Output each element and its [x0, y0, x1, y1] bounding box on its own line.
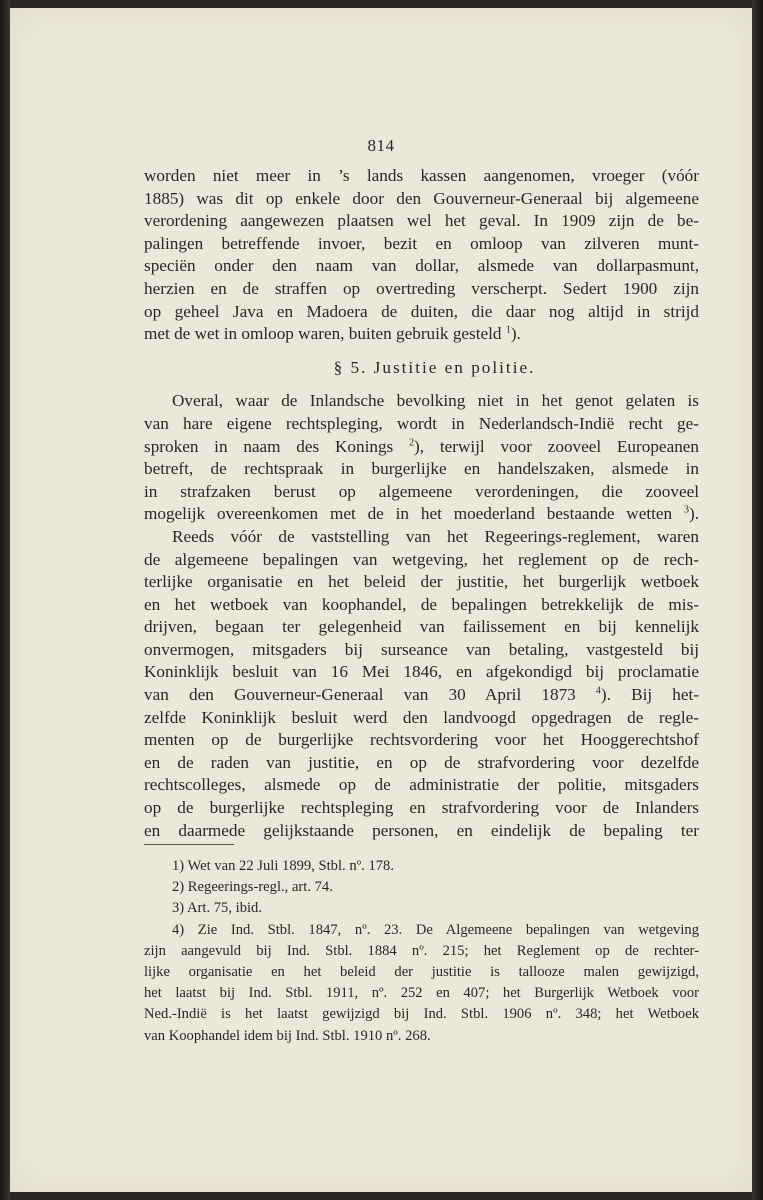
text-segment: ). [688, 504, 700, 524]
text-line: speciën onder den naam van dollar, alsmede van dollarpasmunt, [144, 256, 699, 276]
text-line: op geheel Java en Madoera de duiten, die daar nog altijd in strijd [144, 301, 699, 321]
text-line: op de burgerlijke rechtspleging en strafvordering voor de Inlanders [144, 798, 699, 818]
text-line: van hare eigene rechtspleging, wordt in Nederlandsch-Indië recht ge- [144, 413, 699, 433]
book-gutter-shadow [0, 0, 10, 1200]
section-heading: § 5. Justitie en politie. [333, 357, 536, 377]
text-line: palingen betreffende invoer, bezit en omloop van zilveren munt- [144, 233, 699, 253]
footnote: 1) Wet van 22 Juli 1899, Stbl. nº. 178. [172, 858, 394, 874]
footnote: 4) Zie Ind. Stbl. 1847, nº. 23. De Algemeene bepalingen van wetgeving [172, 921, 699, 938]
footnote-ref: 4 [595, 685, 601, 697]
text-segment: ). [510, 324, 521, 344]
text-line: de algemeene bepalingen van wetgeving, het reglement op de rech- [144, 549, 699, 569]
footnotes [144, 856, 699, 1047]
text-line: en de raden van justitie, en op de strafvordering voor dezelfde [144, 752, 699, 772]
text-line [144, 503, 699, 526]
book-page [10, 8, 752, 1192]
text-line [144, 684, 699, 707]
footnote-line: van Koophandel idem bij Ind. Stbl. 1910 nº. 268. [144, 1027, 431, 1044]
text-line: en daarmede gelijkstaande personen, en eindelijk de bepaling ter [144, 820, 699, 840]
paragraph [144, 526, 699, 842]
page-number: 814 [367, 136, 395, 155]
footnote: 2) Regeerings-regl., art. 74. [172, 879, 333, 896]
footnote-line: lijke organisatie en het beleid der justitie is tallooze malen gewijzigd, [144, 963, 699, 980]
text-line: menten op de burgerlijke rechtsvordering voor het Hooggerechtshof [144, 730, 699, 750]
text-line: Reeds vóór de vaststelling van het Regeerings-reglement, waren [172, 526, 699, 546]
footnote-ref: 3 [683, 504, 689, 516]
text-line: Overal, waar de Inlandsche bevolking niet in het genot gelaten is [172, 391, 699, 411]
text-line: worden niet meer in ’s lands kassen aangenomen, vroeger (vóór [144, 166, 699, 185]
footnote-line: zijn aangevuld bij Ind. Stbl. 1884 nº. 215; het Reglement op de rechter- [144, 942, 699, 959]
paragraph [144, 390, 699, 526]
text-line [144, 436, 699, 459]
text-line: betreft, de rechtspraak in burgerlijke en handelszaken, alsmede in [144, 459, 699, 479]
text-line: herzien en de straffen op overtreding verscherpt. Sedert 1900 zijn [144, 278, 699, 298]
footnote-ref: 1 [505, 324, 511, 336]
text-line: 1885) was dit op enkele door den Gouverneur-Generaal bij algemeene [144, 188, 699, 208]
text-line [144, 323, 699, 346]
paragraph-continuation [144, 165, 699, 346]
footnote: 3) Art. 75, ibid. [172, 900, 262, 917]
text-line: zelfde Koninklijk besluit werd den landvoogd opgedragen de regle- [144, 707, 699, 727]
footnote-line: het laatst bij Ind. Stbl. 1911, nº. 252 en 407; het Burgerlijk Wetboek voor [144, 985, 699, 1002]
text-segment: sproken in naam des Konings [144, 436, 394, 456]
text-segment: mogelijk overeenkomen met de in het moederland bestaande wetten [144, 504, 673, 524]
text-line: Koninklijk besluit van 16 Mei 1846, en afgekondigd bij proclamatie [144, 662, 699, 682]
footnote-ref: 2 [409, 436, 415, 448]
text-line: drijven, begaan ter gelegenheid van failissement en bij kennelijk [144, 617, 699, 637]
text-line: in strafzaken berust op algemeene verordeningen, die zooveel [144, 481, 699, 501]
text-line: verordening aangewezen plaatsen wel het geval. In 1909 zijn de be- [144, 211, 699, 231]
main-text [144, 165, 699, 842]
footnote-line: Ned.-Indië is het laatst gewijzigd bij Ind. Stbl. 1906 nº. 348; het Wetboek [144, 1006, 699, 1023]
footnote-separator [144, 844, 234, 845]
text-line: en het wetboek van koophandel, de bepalingen betrekkelijk de mis- [144, 594, 699, 614]
text-segment: ). Bij het- [600, 685, 699, 705]
text-line: rechtscolleges, alsmede op de administratie der politie, mitsgaders [144, 775, 699, 795]
book-edge-shadow [752, 0, 763, 1200]
text-line: terlijke organisatie en het beleid der justitie, het burgerlijk wetboek [144, 572, 699, 592]
text-segment: ), terwijl voor zooveel Europeanen [414, 436, 700, 456]
text-segment: met de wet in omloop waren, buiten gebruik gesteld [144, 324, 502, 344]
text-segment: van den Gouverneur-Generaal van 30 April 1873 [144, 685, 576, 705]
text-line: onvermogen, mitsgaders bij surseance van betaling, vastgesteld bij [144, 639, 699, 659]
